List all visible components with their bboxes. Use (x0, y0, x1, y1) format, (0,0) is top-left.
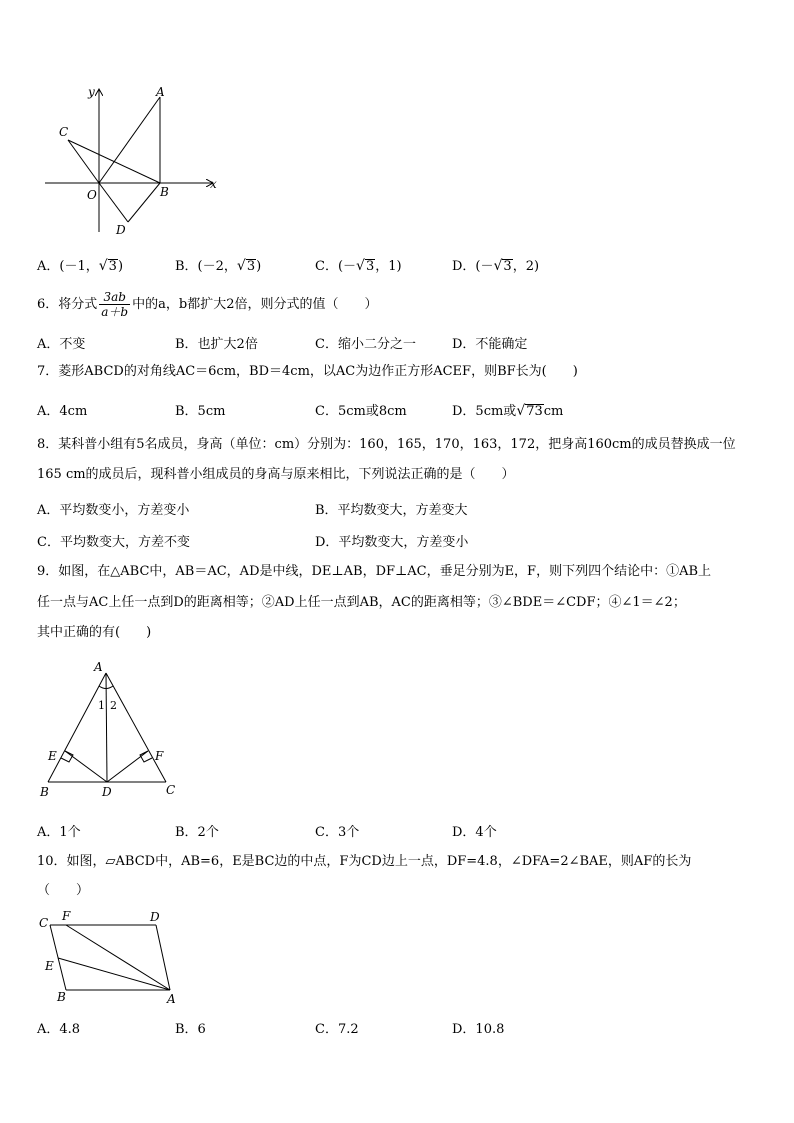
q7-stem: 7．菱形ABCD的对角线AC＝6cm，BD＝4cm，以AC为边作正方形ACEF，则BF长为( ) (37, 364, 578, 379)
q8-stem-line1: 8．某科普小组有5名成员，身高（单位：cm）分别为：160，165，170，163，172，把身高160cm的成员替换成一位 (37, 437, 736, 452)
q9-stem-line1: 9．如图，在△ABC中，AB＝AC，AD是中线，DE⊥AB，DF⊥AC，垂足分别为E，F，则下列四个结论中：①AB上 (37, 564, 712, 579)
label-B: B (57, 990, 66, 1004)
q5-option-d: D．(－√3，2) (452, 258, 540, 274)
q6-fraction: $\frac{3ab}{a+b}$ (101, 290, 129, 319)
q10-stem-line1: 10．如图，▱ABCD中，AB=6，E是BC边的中点，F为CD边上一点，DF=4.8，∠DFA=2∠BAE，则AF的长为 (37, 854, 692, 869)
q8-stem-line2: 165 cm的成员后，现科普小组成员的身高与原来相比，下列说法正确的是（ ） (37, 467, 515, 482)
q6-option-a: A．不变 (37, 337, 86, 352)
label-B: B (40, 785, 49, 799)
q10-stem-line2: （ ） (37, 883, 90, 898)
q10-option-a: A．4.8 (37, 1022, 81, 1037)
label-x: x (210, 177, 217, 191)
q10-option-d: D．10.8 (452, 1022, 505, 1037)
q7-option-a: A．4cm (37, 404, 88, 419)
label-D: D (150, 910, 160, 924)
label-C: C (166, 783, 176, 797)
q10-option-c: C．7.2 (315, 1022, 359, 1037)
q9-option-d: D．4个 (452, 825, 497, 840)
q5-option-a: A．(－1，√3) (37, 258, 124, 274)
q9-stem-line3: 其中正确的有( ) (37, 625, 152, 640)
label-D: D (102, 785, 112, 799)
label-A: A (94, 660, 103, 674)
label-1: 1 (98, 699, 105, 712)
q6-option-d: D．不能确定 (452, 337, 528, 352)
label-D: D (116, 223, 126, 237)
triangle-figure (36, 658, 186, 803)
q9-stem-line2: 任一点与AC上任一点到D的距离相等；②AD上任一点到AB，AC的距离相等；③∠BDE＝∠CDF；④∠1＝∠2； (37, 595, 686, 610)
q7-option-c: C．5cm或8cm (315, 404, 407, 419)
q6-option-b: B．也扩大2倍 (175, 337, 258, 352)
q8-option-a: A．平均数变小，方差变小 (37, 503, 190, 518)
parallelogram-figure (36, 905, 196, 1010)
q6-stem: 6．将分式 $\frac{3ab}{a+b}$ 中的a，b都扩大2倍，则分式的值（ ） (37, 290, 378, 319)
q7-option-d: D．5cm或√73cm (452, 403, 564, 419)
q6-option-c: C．缩小二分之一 (315, 337, 416, 352)
label-F: F (62, 909, 71, 923)
q8-option-d: D．平均数变大，方差变小 (315, 535, 469, 550)
label-E: E (48, 749, 57, 763)
q10-option-b: B．6 (175, 1022, 206, 1037)
label-2: 2 (110, 699, 117, 712)
coordinate-figure (40, 82, 230, 242)
label-A: A (167, 992, 176, 1006)
label-y: y (88, 85, 95, 99)
q9-option-b: B．2个 (175, 825, 219, 840)
label-C: C (59, 125, 69, 139)
q9-option-c: C．3个 (315, 825, 360, 840)
q9-option-a: A．1个 (37, 825, 81, 840)
label-C: C (39, 916, 49, 930)
q5-option-c: C．(－√3，1) (315, 258, 402, 274)
label-A: A (156, 85, 165, 99)
q7-option-b: B．5cm (175, 404, 226, 419)
label-O: O (87, 188, 97, 202)
label-E: E (45, 959, 54, 973)
q8-option-b: B．平均数变大，方差变大 (315, 503, 468, 518)
q5-option-b: B．(－2，√3) (175, 258, 262, 274)
q8-option-c: C．平均数变大，方差不变 (37, 535, 190, 550)
label-F: F (155, 749, 164, 763)
label-B: B (160, 185, 169, 199)
